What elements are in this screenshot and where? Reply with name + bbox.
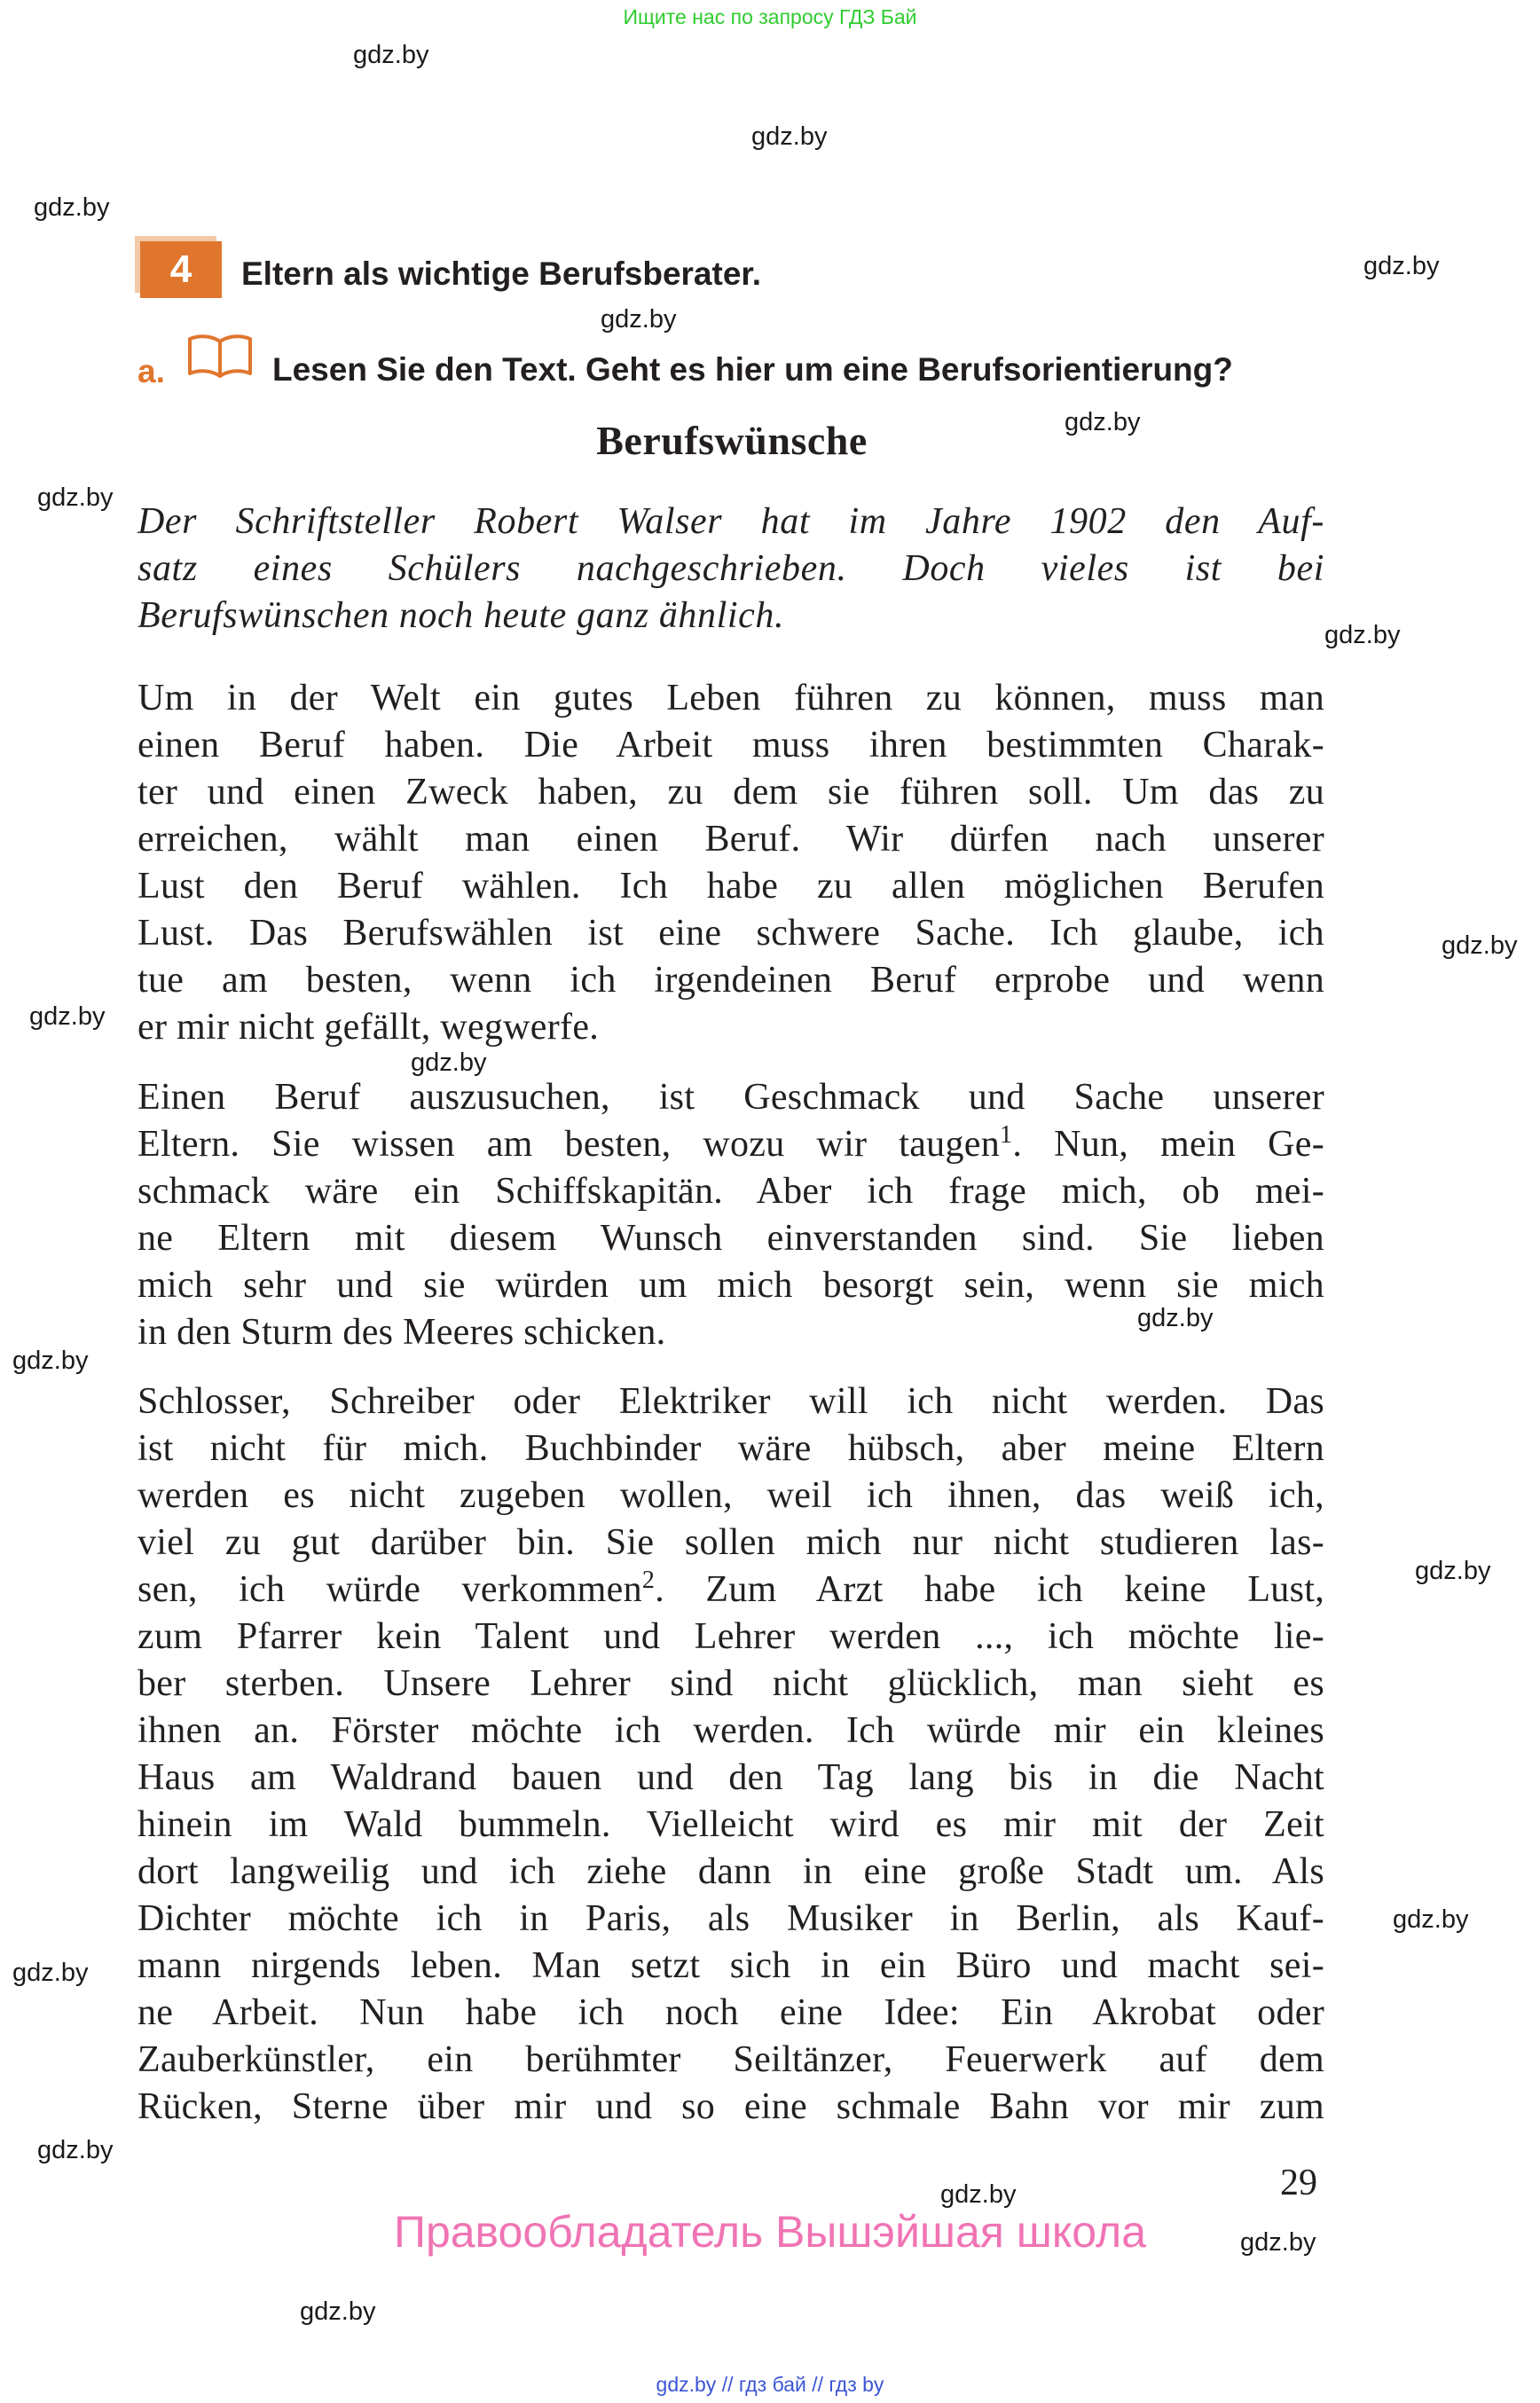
watermark: gdz.by bbox=[29, 1002, 106, 1031]
text-line: ne Arbeit. Nun habe ich noch eine Idee: Ein Akrobat oder bbox=[138, 1992, 1324, 2033]
book-icon bbox=[186, 333, 254, 381]
text-line: ber sterben. Unsere Lehrer sind nicht glücklich, man sieht es bbox=[138, 1663, 1324, 1704]
watermark: gdz.by bbox=[1065, 408, 1141, 436]
watermark: gdz.by bbox=[940, 2180, 1017, 2209]
text-line: zum Pfarrer kein Talent und Lehrer werden ..., ich möchte lie- bbox=[138, 1616, 1324, 1657]
text-line: schmack wäre ein Schiffskapitän. Aber ich frage mich, ob mei- bbox=[138, 1171, 1324, 1212]
text-line: ne Eltern mit diesem Wunsch einverstanden sind. Sie lieben bbox=[138, 1218, 1324, 1259]
text-line: tue am besten, wenn ich irgendeinen Beruf erprobe und wenn bbox=[138, 960, 1324, 1001]
footer-links[interactable]: gdz.by // гдз бай // гдз by bbox=[656, 2373, 884, 2396]
paragraph-3 bbox=[138, 1378, 1324, 2131]
watermark: gdz.by bbox=[1442, 931, 1518, 960]
footnote-marker: 1 bbox=[1000, 1121, 1013, 1149]
footnote-marker: 2 bbox=[641, 1567, 656, 1594]
text-line: ist nicht für mich. Buchbinder wäre hübsch, aber meine Eltern bbox=[138, 1428, 1324, 1469]
text-line: Rücken, Sterne über mir und so eine schmale Bahn vor mir zum bbox=[138, 2086, 1324, 2127]
text-line: mich sehr und sie würden um mich besorgt sein, wenn sie mich bbox=[138, 1265, 1324, 1306]
watermark: gdz.by bbox=[751, 122, 828, 151]
text-line: dort langweilig und ich ziehe dann in eine große Stadt um. Als bbox=[138, 1851, 1324, 1892]
text-line bbox=[138, 1567, 1324, 1614]
text-line: Um in der Welt ein gutes Leben führen zu können, muss man bbox=[138, 678, 1324, 719]
paragraph-2 bbox=[138, 1074, 1324, 1356]
watermark: gdz.by bbox=[12, 1347, 89, 1375]
task-title: Eltern als wichtige Berufsberater. bbox=[241, 255, 762, 292]
intro-paragraph bbox=[138, 499, 1324, 640]
text-line: ter und einen Zweck haben, zu dem sie führen soll. Um das zu bbox=[138, 772, 1324, 813]
text-line: einen Beruf haben. Die Arbeit muss ihren bestimmten Charak- bbox=[138, 725, 1324, 766]
watermark: gdz.by bbox=[1363, 252, 1440, 280]
subtask-instruction: Lesen Sie den Text. Geht es hier um eine Berufsorientierung? bbox=[272, 351, 1233, 388]
subtask-letter: a. bbox=[138, 353, 165, 389]
intro-line: Der Schriftsteller Robert Walser hat im Jahre 1902 den Auf- bbox=[138, 501, 1324, 542]
text-heading: Berufswünsche bbox=[596, 418, 868, 463]
top-banner[interactable]: Ищите нас по запросу ГДЗ Бай bbox=[623, 5, 917, 28]
task-number-badge: 4 bbox=[140, 241, 222, 298]
watermark: gdz.by bbox=[1324, 621, 1401, 649]
text-segment: sen, ich würde verkommen bbox=[138, 1569, 642, 1610]
text-line: hinein im Wald bummeln. Vielleicht wird es mir mit der Zeit bbox=[138, 1804, 1324, 1845]
watermark: gdz.by bbox=[1240, 2228, 1316, 2257]
text-line: Zauberkünstler, ein berühmter Seiltänzer, Feuerwerk auf dem bbox=[138, 2039, 1324, 2080]
text-line: Lust. Das Berufswählen ist eine schwere Sache. Ich glaube, ich bbox=[138, 913, 1324, 954]
text-line: Haus am Waldrand bauen und den Tag lang bis in die Nacht bbox=[138, 1757, 1324, 1798]
watermark: gdz.by bbox=[12, 1959, 89, 1987]
text-line: werden es nicht zugeben wollen, weil ich ihnen, das weiß ich, bbox=[138, 1475, 1324, 1516]
page-number: 29 bbox=[1280, 2163, 1317, 2203]
watermark: gdz.by bbox=[411, 1048, 487, 1077]
text-line: viel zu gut darüber bin. Sie sollen mich nur nicht studieren las- bbox=[138, 1522, 1324, 1563]
text-line: Einen Beruf auszusuchen, ist Geschmack und Sache unserer bbox=[138, 1077, 1324, 1118]
text-line: Lust den Beruf wählen. Ich habe zu allen möglichen Berufen bbox=[138, 866, 1324, 907]
text-line: Schlosser, Schreiber oder Elektriker will ich nicht werden. Das bbox=[138, 1381, 1324, 1422]
text-segment: Eltern. Sie wissen am besten, wozu wir taugen bbox=[138, 1124, 1001, 1165]
watermark: gdz.by bbox=[37, 483, 114, 512]
rights-holder: Правообладатель Вышэйшая школа bbox=[394, 2207, 1146, 2257]
text-line: ihnen an. Förster möchte ich werden. Ich würde mir ein kleines bbox=[138, 1710, 1324, 1751]
paragraph-1 bbox=[138, 675, 1324, 1051]
watermark: gdz.by bbox=[1393, 1905, 1469, 1934]
text-line: mann nirgends leben. Man setzt sich in ein Büro und macht sei- bbox=[138, 1945, 1324, 1986]
watermark: gdz.by bbox=[1415, 1557, 1491, 1585]
watermark: gdz.by bbox=[34, 193, 110, 222]
text-segment: . Zum Arzt habe ich keine Lust, bbox=[655, 1569, 1324, 1610]
watermark: gdz.by bbox=[37, 2136, 114, 2164]
text-line bbox=[138, 1121, 1324, 1168]
text-line: erreichen, wählt man einen Beruf. Wir dürfen nach unserer bbox=[138, 819, 1324, 860]
intro-line: satz eines Schülers nachgeschrieben. Doch vieles ist bei bbox=[138, 548, 1324, 589]
watermark: gdz.by bbox=[353, 41, 429, 69]
text-line: Dichter möchte ich in Paris, als Musiker in Berlin, als Kauf- bbox=[138, 1898, 1324, 1939]
text-line: er mir nicht gefällt, wegwerfe. bbox=[138, 1007, 600, 1048]
intro-line: Berufswünschen noch heute ganz ähnlich. bbox=[138, 595, 785, 636]
text-segment: . Nun, mein Ge- bbox=[1012, 1124, 1324, 1165]
watermark: gdz.by bbox=[300, 2297, 376, 2326]
text-line: in den Sturm des Meeres schicken. bbox=[138, 1312, 666, 1353]
watermark: gdz.by bbox=[601, 305, 677, 334]
watermark: gdz.by bbox=[1137, 1304, 1214, 1332]
